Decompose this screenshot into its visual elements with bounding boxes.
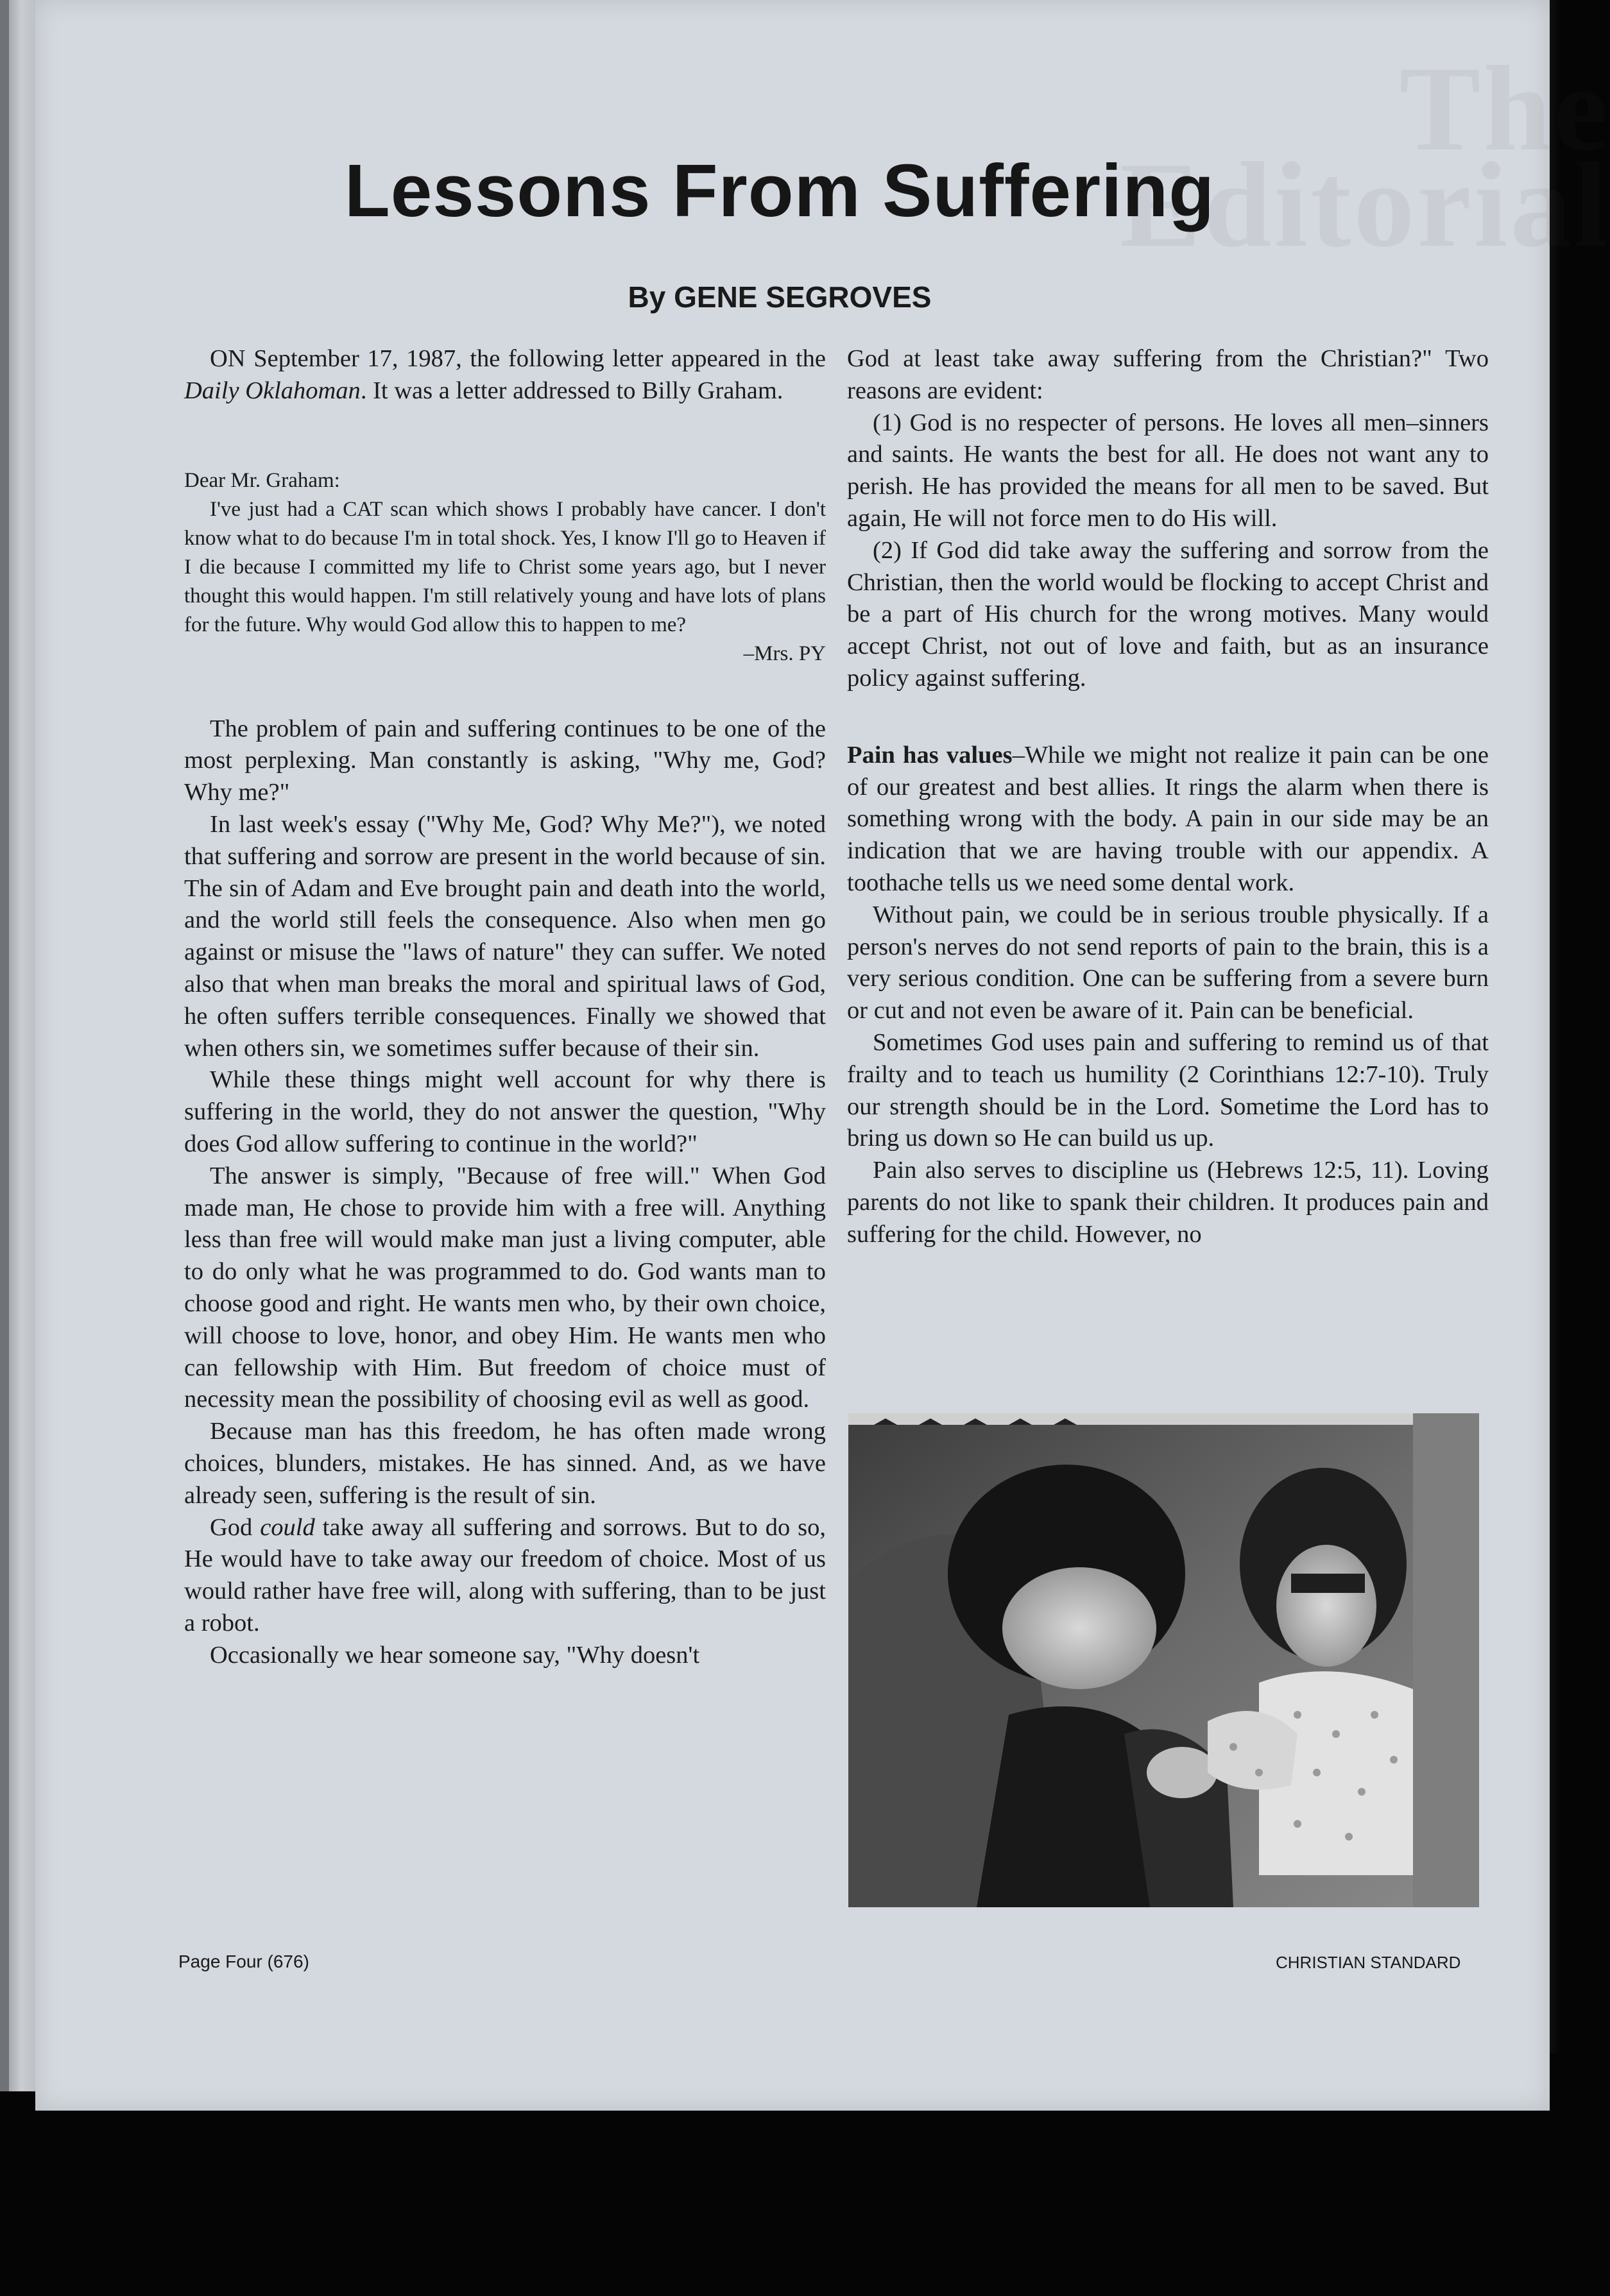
watermark-line-2: Editorial <box>1120 138 1610 273</box>
letter-salutation: Dear Mr. Graham: <box>184 468 340 492</box>
section-paragraph <box>847 740 1489 899</box>
continued-paragraph: God at least take away suffering from the Christian?" Two reasons are evident: <box>847 345 1489 404</box>
emphasis-could: could <box>260 1513 315 1541</box>
section-lead-text: –While we might not realize it pain can be one of our greatest and best allies. It rings the alarm when there is something wrong with the body. A pain in our side may be an indication that we are having trouble with our appendix. A toothache tells us we need some dental work. <box>847 741 1489 896</box>
left-column <box>184 343 826 1672</box>
reason-paragraph: (1) God is no respecter of persons. He loves all men–sinners and saints. He wants the best for all. He does not want any to perish. He has provided the means for all men to be saved. But again, He will not force men to do His will. <box>847 409 1489 532</box>
body-paragraph: Without pain, we could be in serious trouble physically. If a person's nerves do not send reports of pain to the brain, this is a very serious condition. One can be suffering from a severe burn or cut and not even be aware of it. Pain can be beneficial. <box>847 901 1489 1025</box>
body-paragraph: In last week's essay ("Why Me, God? Why Me?"), we noted that suffering and sorrow are present in the world because of sin. The sin of Adam and Eve brought pain and death into the world, and the world still feels the consequence. Also when men go against or misuse the "laws of nature" they can suffer. We noted also that when man breaks the moral and spiritual laws of God, he often suffers terrible consequences. Finally we showed that when others sin, we sometimes suffer because of their sin. <box>184 810 826 1062</box>
body-paragraph: Occasionally we hear someone say, "Why doesn't <box>210 1641 700 1669</box>
article-byline: By GENE SEGROVES <box>628 280 932 314</box>
reason-paragraph: (2) If God did take away the suffering and sorrow from the Christian, then the world would be flocking to accept Christ and be a part of His church for the wrong motives. Many would accept Christ, not out of love and faith, but as an insurance policy against suffering. <box>847 536 1489 692</box>
body-paragraph: Pain also serves to discipline us (Hebrews 12:5, 11). Loving parents do not like to spank their children. It produces pain and suffering for the child. However, no <box>847 1157 1489 1248</box>
letter-signature: –Mrs. PY <box>743 642 826 665</box>
body-paragraph: God could take away all suffering and sorrows. But to do so, He would have to take away our freedom of choice. Most of us would rather have free will, along with suffering, than to be just a robot. <box>184 1513 826 1637</box>
right-column <box>847 343 1489 1251</box>
body-paragraph: Sometimes God uses pain and suffering to remind us of that frailty and to teach us humility (2 Corinthians 12:7-10). Truly our strength should be in the Lord. Sometime the Lord has to bring us down so He can build us up. <box>847 1028 1489 1152</box>
quoted-letter <box>184 466 826 668</box>
body-paragraph: The problem of pain and suffering continues to be one of the most perplexing. Man constantly is asking, "Why me, God? Why me?" <box>184 715 826 806</box>
intro-paragraph: ON September 17, 1987, the following letter appeared in the Daily Oklahoman. It was a letter addressed to Billy Graham. <box>184 345 826 404</box>
publication-name-folio: CHRISTIAN STANDARD <box>1276 1953 1461 1972</box>
newspaper-name: Daily Oklahoman <box>184 377 361 404</box>
body-paragraph: While these things might well account for why there is suffering in the world, they do not answer the question, "Why does God allow suffering to continue in the world?" <box>184 1066 826 1157</box>
watermark-line-1: The <box>1399 42 1610 176</box>
section-heading: Pain has values <box>847 741 1013 769</box>
body-paragraph: Because man has this freedom, he has often made wrong choices, blunders, mistakes. He has sinned. And, as we have already seen, suffering is the result of sin. <box>184 1418 826 1509</box>
body-paragraph: The answer is simply, "Because of free will." When God made man, He chose to provide him with a free will. Anything less than free will would make man just a living computer, able to do only what he was programmed to do. God wants man to choose good and right. He wants men who, by their own choice, will choose to love, honor, and obey Him. He wants men who can fellowship with Him. But freedom of choice must of necessity mean the possibility of choosing evil as well as good. <box>184 1162 826 1413</box>
article-title: Lessons From Suffering <box>344 149 1215 232</box>
page-number-folio: Page Four (676) <box>178 1952 309 1971</box>
photo-illustration <box>848 1413 1479 1907</box>
article-photo <box>848 1413 1479 1907</box>
letter-body: I've just had a CAT scan which shows I probably have cancer. I don't know what to do because I'm in total shock. Yes, I know I'll go to Heaven if I die because I committed my life to Christ some years ago, but I never thought this would happen. I'm still relatively young and have lots of plans for the future. Why would God allow this to happen to me? <box>184 497 826 636</box>
